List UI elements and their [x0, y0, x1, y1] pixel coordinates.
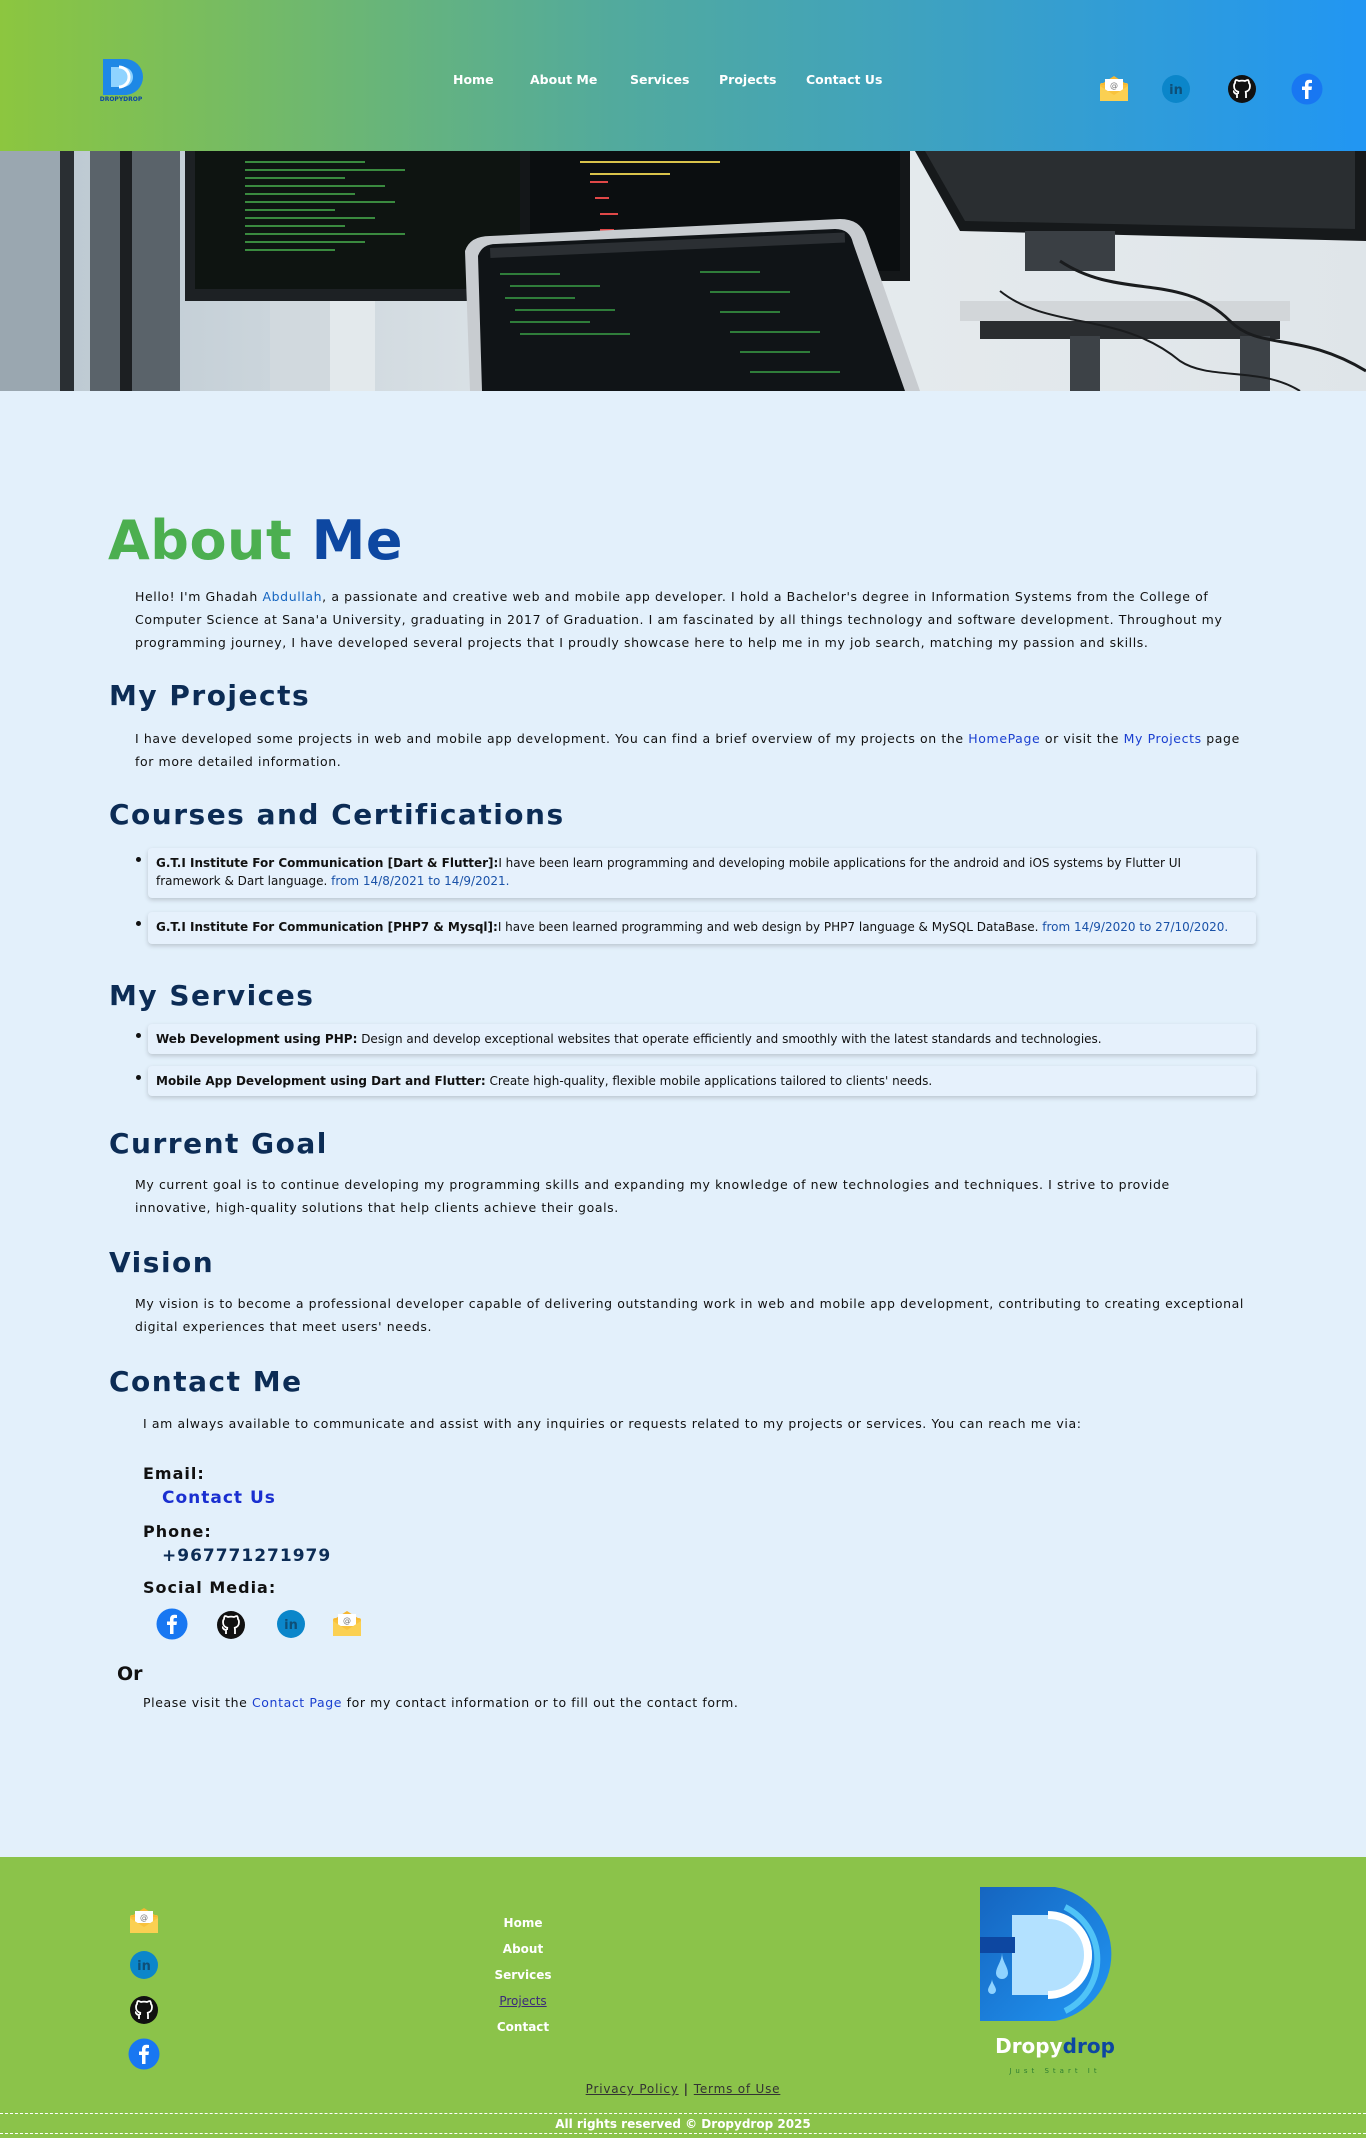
copyright: All rights reserved © Dropydrop 2025: [555, 2117, 811, 2131]
bullet: [136, 921, 141, 926]
heading-contact: Contact Me: [109, 1365, 303, 1398]
privacy-link[interactable]: Privacy Policy: [585, 2082, 679, 2096]
nav-contact[interactable]: Contact Us: [806, 72, 883, 87]
vision-text: My vision is to become a professional developer capable of delivering outstanding work in web and mobile app development, contributing to creating exceptional digital experiences that meet users' needs.: [135, 1296, 1244, 1334]
site-footer: [0, 1857, 1366, 2138]
visit-contact-text: Please visit the Contact Page for my contact information or to fill out the contact form.: [143, 1695, 739, 1710]
my-projects-link[interactable]: My Projects: [1123, 731, 1202, 746]
about-intro: Hello! I'm Ghadah Abdullah, a passionate and creative web and mobile app developer. I hold a Bachelor's degree in Information Systems from the College of Computer Science at Sana'a University, graduating in 2017 of Graduation. I am fascinated by all things technology and software development. Throughout my programming journey, I have developed several projects that I proudly showcase here to help me in my job search, matching my passion and skills.: [135, 589, 1223, 650]
linkedin-icon[interactable]: [126, 1947, 162, 1983]
list-item: [136, 912, 1256, 944]
list-item: [136, 848, 1256, 898]
nav-home[interactable]: Home: [453, 72, 494, 87]
heading-services: My Services: [109, 979, 315, 1012]
phone-label: Phone:: [143, 1522, 212, 1541]
projects-text: I have developed some projects in web and mobile app development. You can find a brief overview of my projects on the HomePage or visit the My Projects page for more detailed information.: [135, 731, 1240, 769]
github-icon[interactable]: [1225, 72, 1259, 106]
github-icon[interactable]: [126, 1992, 162, 2028]
linkedin-icon[interactable]: [1159, 72, 1193, 106]
course-card: G.T.I Institute For Communication [Dart & Flutter]:I have been learn programming and developing mobile applications for the android and iOS systems by Flutter UI framework & Dart language. from 14/8/2021 to 14/9/2021.: [148, 848, 1256, 898]
heading-goal: Current Goal: [109, 1127, 328, 1160]
title-part-about: About: [108, 509, 293, 572]
contact-intro: I am always available to communicate and assist with any inquiries or requests related to my projects or services. You can reach me via:: [143, 1416, 1082, 1431]
svg-text:@: @: [140, 1913, 148, 1922]
title-part-me: Me: [311, 509, 403, 572]
footer-link-projects[interactable]: Projects: [499, 1994, 547, 2008]
nav-services[interactable]: Services: [630, 72, 690, 87]
goal-text: My current goal is to continue developing my programming skills and expanding my knowledge of new technologies and techniques. I strive to provide innovative, high-quality solutions that help clients achieve their goals.: [135, 1177, 1170, 1215]
page-title: [108, 509, 403, 572]
linkedin-icon[interactable]: [274, 1607, 308, 1641]
svg-text:@: @: [1110, 81, 1118, 90]
about-content: [0, 392, 1366, 1857]
bullet: [136, 1033, 141, 1038]
facebook-icon[interactable]: [155, 1607, 189, 1641]
service-card: Web Development using PHP: Design and develop exceptional websites that operate efficiently and smoothly with the latest standards and technologies.: [148, 1024, 1256, 1054]
nav-projects[interactable]: Projects: [719, 72, 777, 87]
facebook-icon[interactable]: [1290, 72, 1324, 106]
phone-value: +967771271979: [162, 1546, 332, 1566]
divider: [0, 2113, 1366, 2114]
nav-about[interactable]: About Me: [530, 72, 598, 87]
svg-text:in: in: [1169, 83, 1183, 98]
svg-text:in: in: [137, 1959, 151, 1974]
list-item: [136, 1024, 1256, 1054]
contact-page-link[interactable]: Contact Page: [251, 1695, 343, 1710]
footer-link-services[interactable]: Services: [494, 1968, 552, 1982]
bullet: [136, 857, 141, 862]
footer-link-contact[interactable]: Contact: [496, 2020, 550, 2034]
legal-separator: |: [678, 2082, 694, 2096]
heading-projects: My Projects: [109, 679, 311, 712]
legal-links: [0, 2082, 1366, 2096]
facebook-icon[interactable]: [126, 2036, 162, 2072]
hero-image: [0, 151, 1366, 391]
footer-link-about[interactable]: About: [502, 1942, 544, 1956]
bullet: [136, 1075, 141, 1080]
heading-courses: Courses and Certifications: [109, 798, 565, 831]
social-label: Social Media:: [143, 1578, 277, 1597]
github-icon[interactable]: [214, 1608, 248, 1642]
divider: [0, 2133, 1366, 2134]
name-highlight: Abdullah: [262, 589, 323, 604]
svg-text:in: in: [284, 1618, 298, 1633]
brand-logo[interactable]: [960, 1887, 1150, 2087]
email-contact-link[interactable]: Contact Us: [162, 1488, 276, 1508]
svg-text:DROPYDROP: DROPYDROP: [99, 96, 143, 103]
course-card: G.T.I Institute For Communication [PHP7 & Mysql]:I have been learned programming and web design by PHP7 language & MySQL DataBase. from 14/9/2020 to 27/10/2020.: [148, 912, 1256, 944]
site-header: [0, 0, 1366, 151]
service-card: Mobile App Development using Dart and Flutter: Create high-quality, flexible mobile applications tailored to clients' needs.: [148, 1066, 1256, 1096]
footer-link-home[interactable]: Home: [503, 1916, 543, 1930]
terms-link[interactable]: Terms of Use: [693, 2082, 781, 2096]
email-icon[interactable]: [1097, 72, 1131, 106]
svg-text:Just Start It: Just Start It: [1009, 2067, 1101, 2075]
email-label: Email:: [143, 1464, 205, 1483]
or-separator: Or: [117, 1663, 143, 1685]
email-icon[interactable]: [126, 1903, 162, 1939]
list-item: [136, 1066, 1256, 1096]
heading-vision: Vision: [109, 1246, 215, 1279]
svg-text:Dropydrop: Dropydrop: [995, 2034, 1115, 2058]
homepage-link[interactable]: HomePage: [968, 731, 1041, 746]
svg-text:@: @: [343, 1616, 351, 1625]
email-icon[interactable]: [330, 1607, 364, 1641]
